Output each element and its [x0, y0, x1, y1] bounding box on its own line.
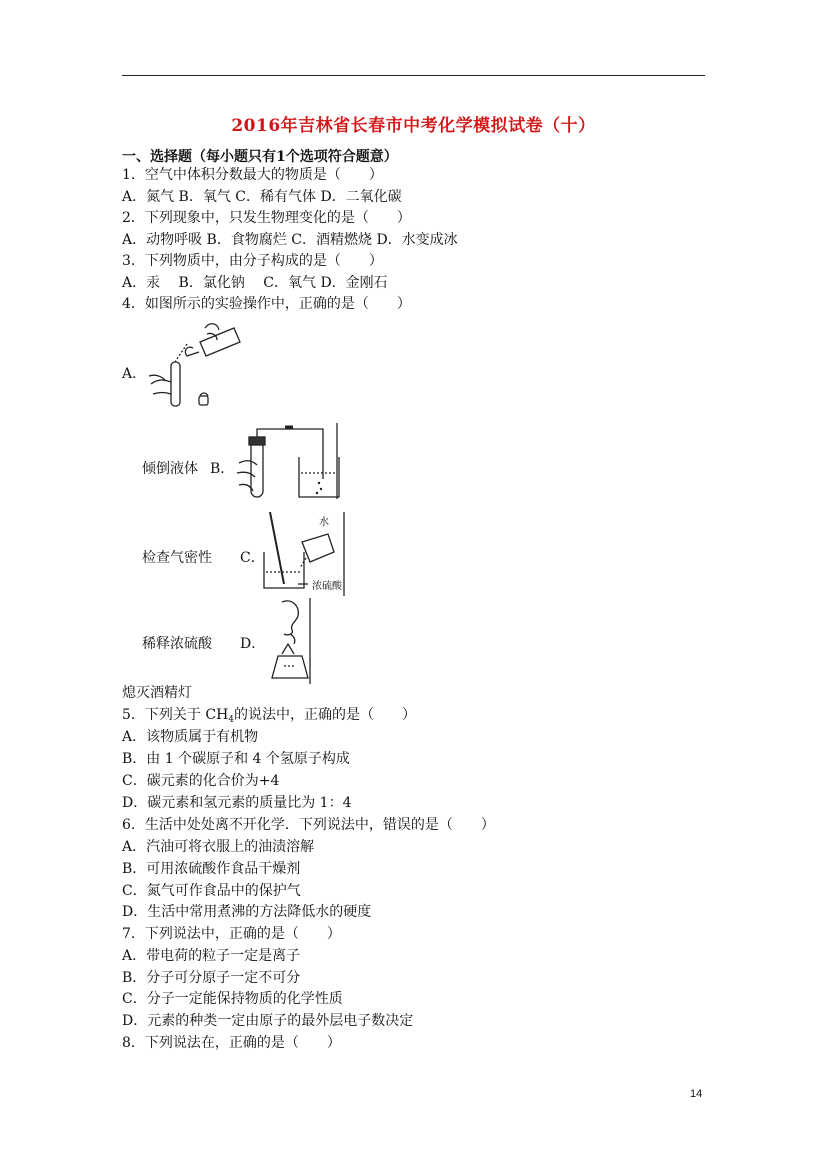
q5-stem: 5．下列关于 $CH_4$的说法中，正确的是（ ）: [122, 707, 417, 725]
q7-option-d: D．元素的种类一定由原子的最外层电子数决定: [122, 1013, 414, 1029]
q5-option-d: D．碳元素和氢元素的质量比为 1：4: [122, 795, 352, 811]
header-rule: [122, 75, 705, 76]
q4-option-b-caption: 检查气密性: [142, 550, 212, 566]
q6-stem: 6．生活中处处离不开化学．下列说法中，错误的是（ ）: [122, 817, 495, 833]
q7-option-a: A．带电荷的粒子一定是离子: [122, 948, 301, 964]
q4-option-d-caption: 熄灭酒精灯: [122, 685, 192, 701]
q3-options: A．汞 B．氯化钠 C．氧气 D．金刚石: [122, 275, 388, 291]
alcohol-lamp-figure: [262, 598, 318, 684]
q6-option-b: B．可用浓硫酸作食品干燥剂: [122, 861, 301, 877]
q6-option-d: D．生活中常用煮沸的方法降低水的硬度: [122, 904, 372, 920]
section-heading: 一、选择题（每小题只有1个选项符合题意）: [122, 149, 398, 165]
q6-option-a: A．汽油可将衣服上的油渍溶解: [122, 839, 315, 855]
label-conc-acid: 浓硫酸: [312, 581, 342, 592]
q7-stem: 7．下列说法中，正确的是（ ）: [122, 926, 341, 942]
q4-option-a-letter: A．: [122, 366, 147, 382]
pour-liquid-figure: [145, 320, 245, 410]
q4-option-d-letter: D．: [240, 636, 266, 652]
q5-option-b: B．由 1 个碳原子和 4 个氢原子构成: [122, 751, 350, 767]
q7-option-b: B．分子可分原子一定不可分: [122, 970, 301, 986]
label-water: 水: [319, 517, 329, 528]
q8-stem: 8．下列说法在，正确的是（ ）: [122, 1035, 341, 1051]
q1-options: A．氮气 B．氧气 C．稀有气体 D．二氧化碳: [122, 189, 402, 205]
q5-option-a: A．该物质属于有机物: [122, 729, 259, 745]
q4-stem: 4．如图所示的实验操作中，正确的是（ ）: [122, 296, 411, 312]
q1-stem: 1．空气中体积分数最大的物质是（ ）: [122, 167, 383, 183]
q2-stem: 2．下列现象中，只发生物理变化的是（ ）: [122, 210, 411, 226]
page-title: 2016年吉林省长春市中考化学模拟试卷（十）: [231, 116, 596, 136]
q4-option-c-letter: C．: [240, 550, 265, 566]
q5-option-c: C．碳元素的化合价为+4: [122, 773, 280, 789]
q4-option-c-caption: 稀释浓硫酸: [142, 636, 212, 652]
airtightness-figure: [233, 423, 343, 503]
q4-option-b-letter: B．: [210, 461, 235, 477]
q7-option-c: C．分子一定能保持物质的化学性质: [122, 991, 343, 1007]
q2-options: A．动物呼吸 B．食物腐烂 C．酒精燃烧 D．水变成冰: [122, 232, 458, 248]
q4-option-a-caption: 倾倒液体: [142, 461, 198, 477]
q6-option-c: C．氮气可作食品中的保护气: [122, 883, 301, 899]
page-number: 14: [690, 1088, 703, 1100]
q3-stem: 3．下列物质中，由分子构成的是（ ）: [122, 253, 383, 269]
